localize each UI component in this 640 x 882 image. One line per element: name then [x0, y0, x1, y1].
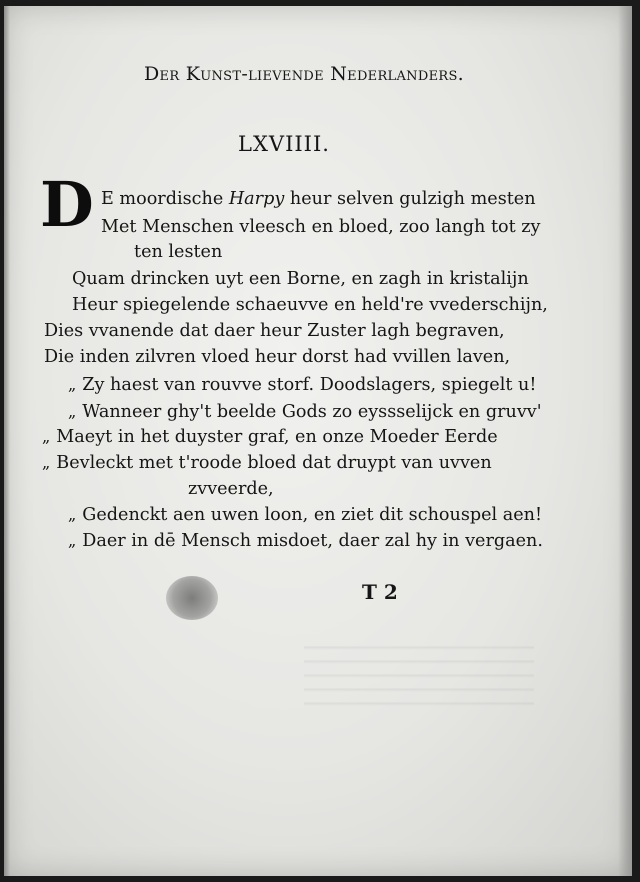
- verse-text: Met Menschen vleesch en bloed, zoo langh tot zy: [101, 217, 541, 237]
- verse-line-6: [44, 320, 505, 342]
- quote-mark: „: [68, 375, 77, 394]
- verse-line-5: [72, 294, 548, 316]
- verse-text: Zy haest van rouvve storf. Doodslagers, spiegelt u!: [82, 375, 537, 395]
- verse-line-12: [188, 478, 274, 500]
- page-left-shadow: [4, 6, 10, 876]
- verse-text: E moordische: [101, 189, 229, 209]
- verse-line-3: [134, 241, 222, 263]
- quote-mark: „: [68, 505, 77, 524]
- quote-mark: „: [68, 531, 77, 550]
- verse-text: Die inden zilvren vloed heur dorst had vvillen laven,: [44, 347, 511, 367]
- verse-text: Gedenckt aen uwen loon, en ziet dit schouspel aen!: [82, 505, 543, 525]
- verse-italic: Harpy: [228, 189, 285, 209]
- verse-line-8: [68, 374, 536, 396]
- verse-text: Dies vvanende dat daer heur Zuster lagh begraven,: [44, 321, 505, 341]
- verse-text: Daer in dē Mensch misdoet, daer zal hy in vergaen.: [82, 531, 543, 551]
- book-page: [4, 6, 632, 876]
- verse-line-10: [42, 426, 498, 448]
- verse-text: Heur spiegelende schaeuvve en held're vvederschijn,: [72, 295, 548, 315]
- drop-cap: D: [40, 168, 94, 241]
- page-right-shadow: [618, 6, 632, 876]
- verse-text: Bevleckt met t'roode bloed dat druypt van uvven: [56, 453, 492, 473]
- signature-mark: T 2: [362, 580, 398, 604]
- verse-line-4: [72, 268, 529, 290]
- quote-mark: „: [42, 427, 51, 446]
- verse-line-2: [101, 216, 540, 238]
- verse-text: Wanneer ghy't beelde Gods zo eyssselijck en gruvv': [82, 402, 542, 422]
- running-head: Der Kunst-lievende Nederlanders.: [144, 63, 464, 85]
- verse-line-1: [101, 188, 536, 210]
- quote-mark: „: [42, 453, 51, 472]
- verse-line-14: [68, 530, 543, 552]
- poem-number: LXVIIII.: [238, 132, 330, 156]
- verse-text: Quam drincken uyt een Borne, en zagh in kristalijn: [72, 269, 529, 289]
- ink-stain: [166, 576, 218, 620]
- verse-text: ten lesten: [134, 242, 223, 262]
- verse-line-7: [44, 346, 510, 368]
- verse-line-11: [42, 452, 492, 474]
- verse-line-13: [68, 504, 542, 526]
- verse-text: zvveerde,: [188, 479, 274, 499]
- quote-mark: „: [68, 402, 77, 421]
- show-through-text: [304, 636, 534, 706]
- verse-line-9: [68, 401, 542, 423]
- verse-text: Maeyt in het duyster graf, en onze Moeder Eerde: [56, 427, 498, 447]
- verse-text-after: heur selven gulzigh mesten: [284, 189, 536, 209]
